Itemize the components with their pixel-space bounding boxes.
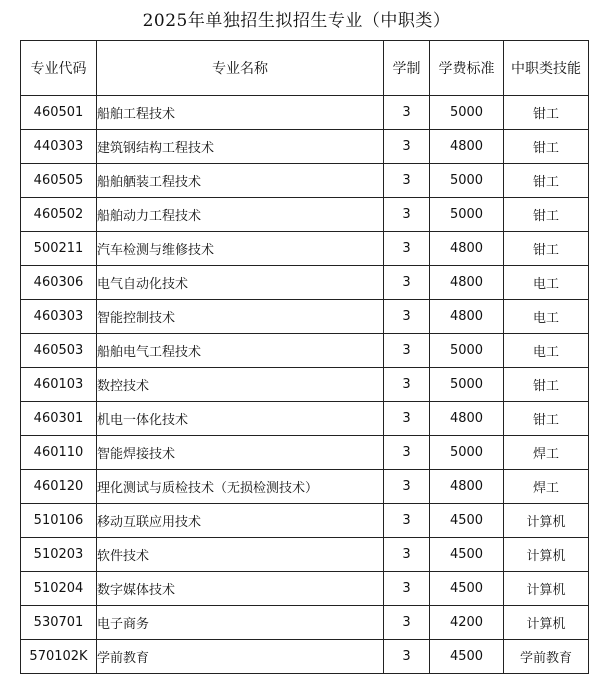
major-name-cell: 数控技术 [97, 368, 384, 402]
skill-cell: 计算机 [504, 538, 589, 572]
years-cell: 3 [384, 300, 430, 334]
major-name-cell: 理化测试与质检技术（无损检测技术） [97, 470, 384, 504]
skill-cell: 钳工 [504, 402, 589, 436]
skill-cell: 焊工 [504, 436, 589, 470]
years-cell: 3 [384, 96, 430, 130]
skill-cell: 钳工 [504, 198, 589, 232]
major-name-cell: 数字媒体技术 [97, 572, 384, 606]
tuition-cell: 4500 [430, 572, 504, 606]
tuition-cell: 5000 [430, 198, 504, 232]
skill-cell: 电工 [504, 334, 589, 368]
major-code-cell: 460505 [21, 164, 97, 198]
years-cell: 3 [384, 232, 430, 266]
tuition-cell: 4500 [430, 538, 504, 572]
skill-cell: 计算机 [504, 504, 589, 538]
major-name-cell: 汽车检测与维修技术 [97, 232, 384, 266]
major-code-cell: 500211 [21, 232, 97, 266]
major-name-cell: 电气自动化技术 [97, 266, 384, 300]
major-code-cell: 460301 [21, 402, 97, 436]
table-header-row [21, 41, 589, 96]
major-code-cell: 570102K [21, 640, 97, 674]
major-name-cell: 学前教育 [97, 640, 384, 674]
years-cell: 3 [384, 368, 430, 402]
table-row [21, 572, 589, 606]
table-row [21, 164, 589, 198]
years-cell: 3 [384, 538, 430, 572]
years-cell: 3 [384, 164, 430, 198]
skill-cell: 钳工 [504, 368, 589, 402]
majors-table [20, 40, 589, 674]
major-name-cell: 船舶电气工程技术 [97, 334, 384, 368]
major-name-cell: 船舶动力工程技术 [97, 198, 384, 232]
tuition-cell: 4800 [430, 232, 504, 266]
years-cell: 3 [384, 436, 430, 470]
table-row [21, 402, 589, 436]
major-code-cell: 460502 [21, 198, 97, 232]
major-code-cell: 460501 [21, 96, 97, 130]
tuition-cell: 4500 [430, 504, 504, 538]
table-row [21, 334, 589, 368]
table-row [21, 640, 589, 674]
tuition-cell: 5000 [430, 96, 504, 130]
major-code-cell: 460306 [21, 266, 97, 300]
major-code-cell: 460303 [21, 300, 97, 334]
skill-cell: 电工 [504, 266, 589, 300]
major-code-cell: 440303 [21, 130, 97, 164]
skill-cell: 钳工 [504, 232, 589, 266]
table-row [21, 504, 589, 538]
major-code-cell: 460110 [21, 436, 97, 470]
skill-cell: 电工 [504, 300, 589, 334]
tuition-cell: 5000 [430, 436, 504, 470]
header-skill: 中职类技能 [504, 41, 589, 96]
tuition-cell: 4800 [430, 402, 504, 436]
header-major-code: 专业代码 [21, 41, 97, 96]
major-code-cell: 510203 [21, 538, 97, 572]
years-cell: 3 [384, 504, 430, 538]
major-name-cell: 船舶工程技术 [97, 96, 384, 130]
table-row [21, 538, 589, 572]
major-name-cell: 机电一体化技术 [97, 402, 384, 436]
skill-cell: 钳工 [504, 164, 589, 198]
years-cell: 3 [384, 130, 430, 164]
years-cell: 3 [384, 198, 430, 232]
major-name-cell: 电子商务 [97, 606, 384, 640]
years-cell: 3 [384, 640, 430, 674]
major-code-cell: 460503 [21, 334, 97, 368]
major-name-cell: 船舶舾装工程技术 [97, 164, 384, 198]
years-cell: 3 [384, 402, 430, 436]
skill-cell: 钳工 [504, 130, 589, 164]
table-row [21, 96, 589, 130]
table-row [21, 232, 589, 266]
tuition-cell: 4800 [430, 470, 504, 504]
table-row [21, 300, 589, 334]
tuition-cell: 5000 [430, 334, 504, 368]
skill-cell: 计算机 [504, 572, 589, 606]
tuition-cell: 4800 [430, 266, 504, 300]
page-title: 2025年单独招生拟招生专业（中职类） [142, 11, 451, 31]
tuition-cell: 5000 [430, 164, 504, 198]
tuition-cell: 4800 [430, 130, 504, 164]
table-row [21, 130, 589, 164]
tuition-cell: 5000 [430, 368, 504, 402]
major-name-cell: 移动互联应用技术 [97, 504, 384, 538]
years-cell: 3 [384, 266, 430, 300]
major-code-cell: 530701 [21, 606, 97, 640]
header-years: 学制 [384, 41, 430, 96]
skill-cell: 焊工 [504, 470, 589, 504]
header-tuition: 学费标准 [430, 41, 504, 96]
years-cell: 3 [384, 572, 430, 606]
major-name-cell: 智能控制技术 [97, 300, 384, 334]
tuition-cell: 4800 [430, 300, 504, 334]
major-code-cell: 460103 [21, 368, 97, 402]
tuition-cell: 4500 [430, 640, 504, 674]
table-row [21, 436, 589, 470]
major-code-cell: 510106 [21, 504, 97, 538]
tuition-cell: 4200 [430, 606, 504, 640]
major-code-cell: 510204 [21, 572, 97, 606]
table-row [21, 606, 589, 640]
skill-cell: 学前教育 [504, 640, 589, 674]
major-name-cell: 建筑钢结构工程技术 [97, 130, 384, 164]
major-name-cell: 软件技术 [97, 538, 384, 572]
major-code-cell: 460120 [21, 470, 97, 504]
table-row [21, 470, 589, 504]
table-row [21, 266, 589, 300]
table-row [21, 368, 589, 402]
header-major-name: 专业名称 [97, 41, 384, 96]
skill-cell: 钳工 [504, 96, 589, 130]
years-cell: 3 [384, 606, 430, 640]
years-cell: 3 [384, 334, 430, 368]
table-body [21, 96, 589, 674]
years-cell: 3 [384, 470, 430, 504]
major-name-cell: 智能焊接技术 [97, 436, 384, 470]
skill-cell: 计算机 [504, 606, 589, 640]
table-row [21, 198, 589, 232]
